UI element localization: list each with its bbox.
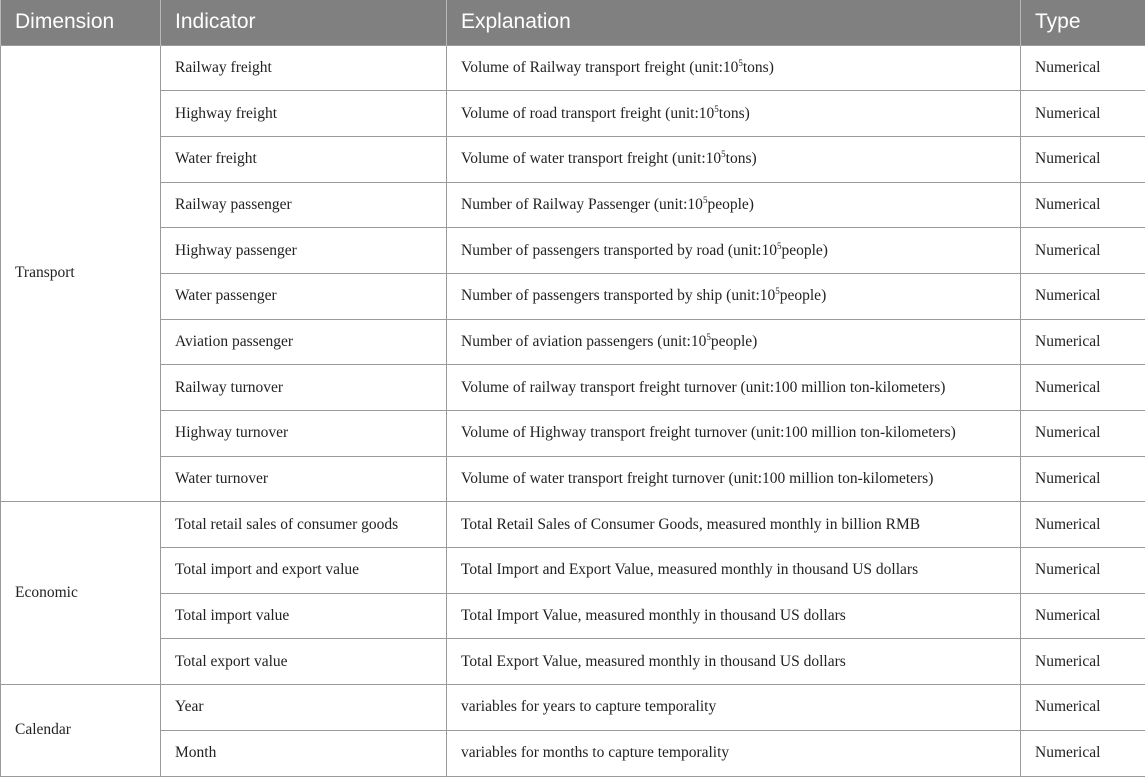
indicator-cell: Highway passenger xyxy=(161,228,447,274)
type-cell: Numerical xyxy=(1021,365,1145,411)
dimension-cell: Calendar xyxy=(1,685,161,776)
indicator-cell: Water freight xyxy=(161,136,447,182)
indicator-cell: Railway passenger xyxy=(161,182,447,228)
table-row xyxy=(1,182,1145,228)
type-cell: Numerical xyxy=(1021,411,1145,457)
explanation-cell xyxy=(447,456,1021,502)
explanation-text: Volume of water transport freight (unit:10 xyxy=(461,150,722,168)
table-row xyxy=(1,45,1145,91)
indicator-cell: Month xyxy=(161,730,447,776)
type-cell: Numerical xyxy=(1021,273,1145,319)
type-cell: Numerical xyxy=(1021,456,1145,502)
explanation-cell xyxy=(447,273,1021,319)
indicator-cell: Total import value xyxy=(161,593,447,639)
indicator-cell: Railway turnover xyxy=(161,365,447,411)
table-row xyxy=(1,411,1145,457)
explanation-text: Total Import Value, measured monthly in thousand US dollars xyxy=(461,607,846,625)
unit-exponent: 5 xyxy=(738,57,743,68)
table-row xyxy=(1,548,1145,594)
explanation-cell xyxy=(447,319,1021,365)
indicator-cell: Water passenger xyxy=(161,273,447,319)
header-row xyxy=(1,0,1145,45)
type-cell: Numerical xyxy=(1021,548,1145,594)
table-row xyxy=(1,685,1145,731)
type-cell: Numerical xyxy=(1021,136,1145,182)
indicator-cell: Railway freight xyxy=(161,45,447,91)
explanation-cell xyxy=(447,365,1021,411)
indicator-cell: Highway freight xyxy=(161,91,447,137)
explanation-cell xyxy=(447,45,1021,91)
explanation-text: Number of passengers transported by ship (unit:10 xyxy=(461,287,776,305)
explanation-text: Number of Railway Passenger (unit:10 xyxy=(461,195,703,213)
explanation-text: Volume of railway transport freight turnover (unit:100 million ton-kilometers) xyxy=(461,378,946,396)
explanation-cell xyxy=(447,182,1021,228)
explanation-cell xyxy=(447,91,1021,137)
indicator-cell: Total import and export value xyxy=(161,548,447,594)
explanation-cell xyxy=(447,685,1021,731)
table-row xyxy=(1,456,1145,502)
explanation-text: Volume of Railway transport freight (unit:10 xyxy=(461,58,739,76)
unit-exponent: 5 xyxy=(776,240,782,251)
explanation-text: Volume of road transport freight (unit:10 xyxy=(461,104,715,122)
table-row xyxy=(1,639,1145,685)
explanation-cell xyxy=(447,639,1021,685)
table-row xyxy=(1,319,1145,365)
unit-exponent: 5 xyxy=(706,331,711,342)
explanation-cell xyxy=(447,502,1021,548)
table-row xyxy=(1,136,1145,182)
table-row xyxy=(1,228,1145,274)
explanation-text: Volume of water transport freight turnover (unit:100 million ton-kilometers) xyxy=(461,470,934,488)
dimension-cell: Economic xyxy=(1,502,161,685)
table-row xyxy=(1,365,1145,411)
type-cell: Numerical xyxy=(1021,593,1145,639)
type-cell: Numerical xyxy=(1021,91,1145,137)
unit-exponent: 5 xyxy=(714,103,719,114)
table-row xyxy=(1,593,1145,639)
type-cell: Numerical xyxy=(1021,502,1145,548)
type-cell: Numerical xyxy=(1021,319,1145,365)
explanation-cell xyxy=(447,548,1021,594)
type-cell: Numerical xyxy=(1021,228,1145,274)
indicator-cell: Highway turnover xyxy=(161,411,447,457)
header-type: Type xyxy=(1021,0,1145,45)
explanation-unit-suffix: tons) xyxy=(718,104,750,122)
unit-exponent: 5 xyxy=(775,286,780,297)
indicator-cell: Total retail sales of consumer goods xyxy=(161,502,447,548)
table-row xyxy=(1,502,1145,548)
header-dimension: Dimension xyxy=(1,0,161,45)
table-row xyxy=(1,730,1145,776)
explanation-unit-suffix: people) xyxy=(779,287,827,305)
explanation-unit-suffix: tons) xyxy=(742,58,774,76)
table-body xyxy=(1,45,1145,776)
explanation-unit-suffix: tons) xyxy=(725,150,757,168)
type-cell: Numerical xyxy=(1021,45,1145,91)
table-header xyxy=(1,0,1145,45)
explanation-unit-suffix: people) xyxy=(707,195,754,213)
explanation-cell xyxy=(447,593,1021,639)
table-row xyxy=(1,91,1145,137)
explanation-text: Total Retail Sales of Consumer Goods, measured monthly in billion RMB xyxy=(461,515,921,533)
explanation-text: variables for years to capture temporality xyxy=(461,698,717,716)
header-explanation: Explanation xyxy=(447,0,1021,45)
table-row xyxy=(1,273,1145,319)
explanation-cell xyxy=(447,411,1021,457)
type-cell: Numerical xyxy=(1021,730,1145,776)
explanation-text: variables for months to capture temporality xyxy=(461,744,730,762)
explanation-cell xyxy=(447,730,1021,776)
explanation-text: Total Export Value, measured monthly in thousand US dollars xyxy=(461,652,846,670)
indicator-cell: Total export value xyxy=(161,639,447,685)
explanation-unit-suffix: people) xyxy=(781,241,828,259)
explanation-text: Volume of Highway transport freight turnover (unit:100 million ton-kilometers) xyxy=(461,424,956,442)
unit-exponent: 5 xyxy=(702,194,708,205)
indicator-cell: Year xyxy=(161,685,447,731)
indicator-cell: Water turnover xyxy=(161,456,447,502)
explanation-unit-suffix: people) xyxy=(710,332,758,350)
explanation-cell xyxy=(447,228,1021,274)
type-cell: Numerical xyxy=(1021,685,1145,731)
type-cell: Numerical xyxy=(1021,182,1145,228)
explanation-text: Number of passengers transported by road (unit:10 xyxy=(461,241,777,259)
dimension-cell: Transport xyxy=(1,45,161,502)
header-indicator: Indicator xyxy=(161,0,447,45)
type-cell: Numerical xyxy=(1021,639,1145,685)
explanation-text: Number of aviation passengers (unit:10 xyxy=(461,332,707,350)
explanation-cell xyxy=(447,136,1021,182)
unit-exponent: 5 xyxy=(721,149,726,160)
indicator-cell: Aviation passenger xyxy=(161,319,447,365)
explanation-text: Total Import and Export Value, measured monthly in thousand US dollars xyxy=(461,561,919,579)
